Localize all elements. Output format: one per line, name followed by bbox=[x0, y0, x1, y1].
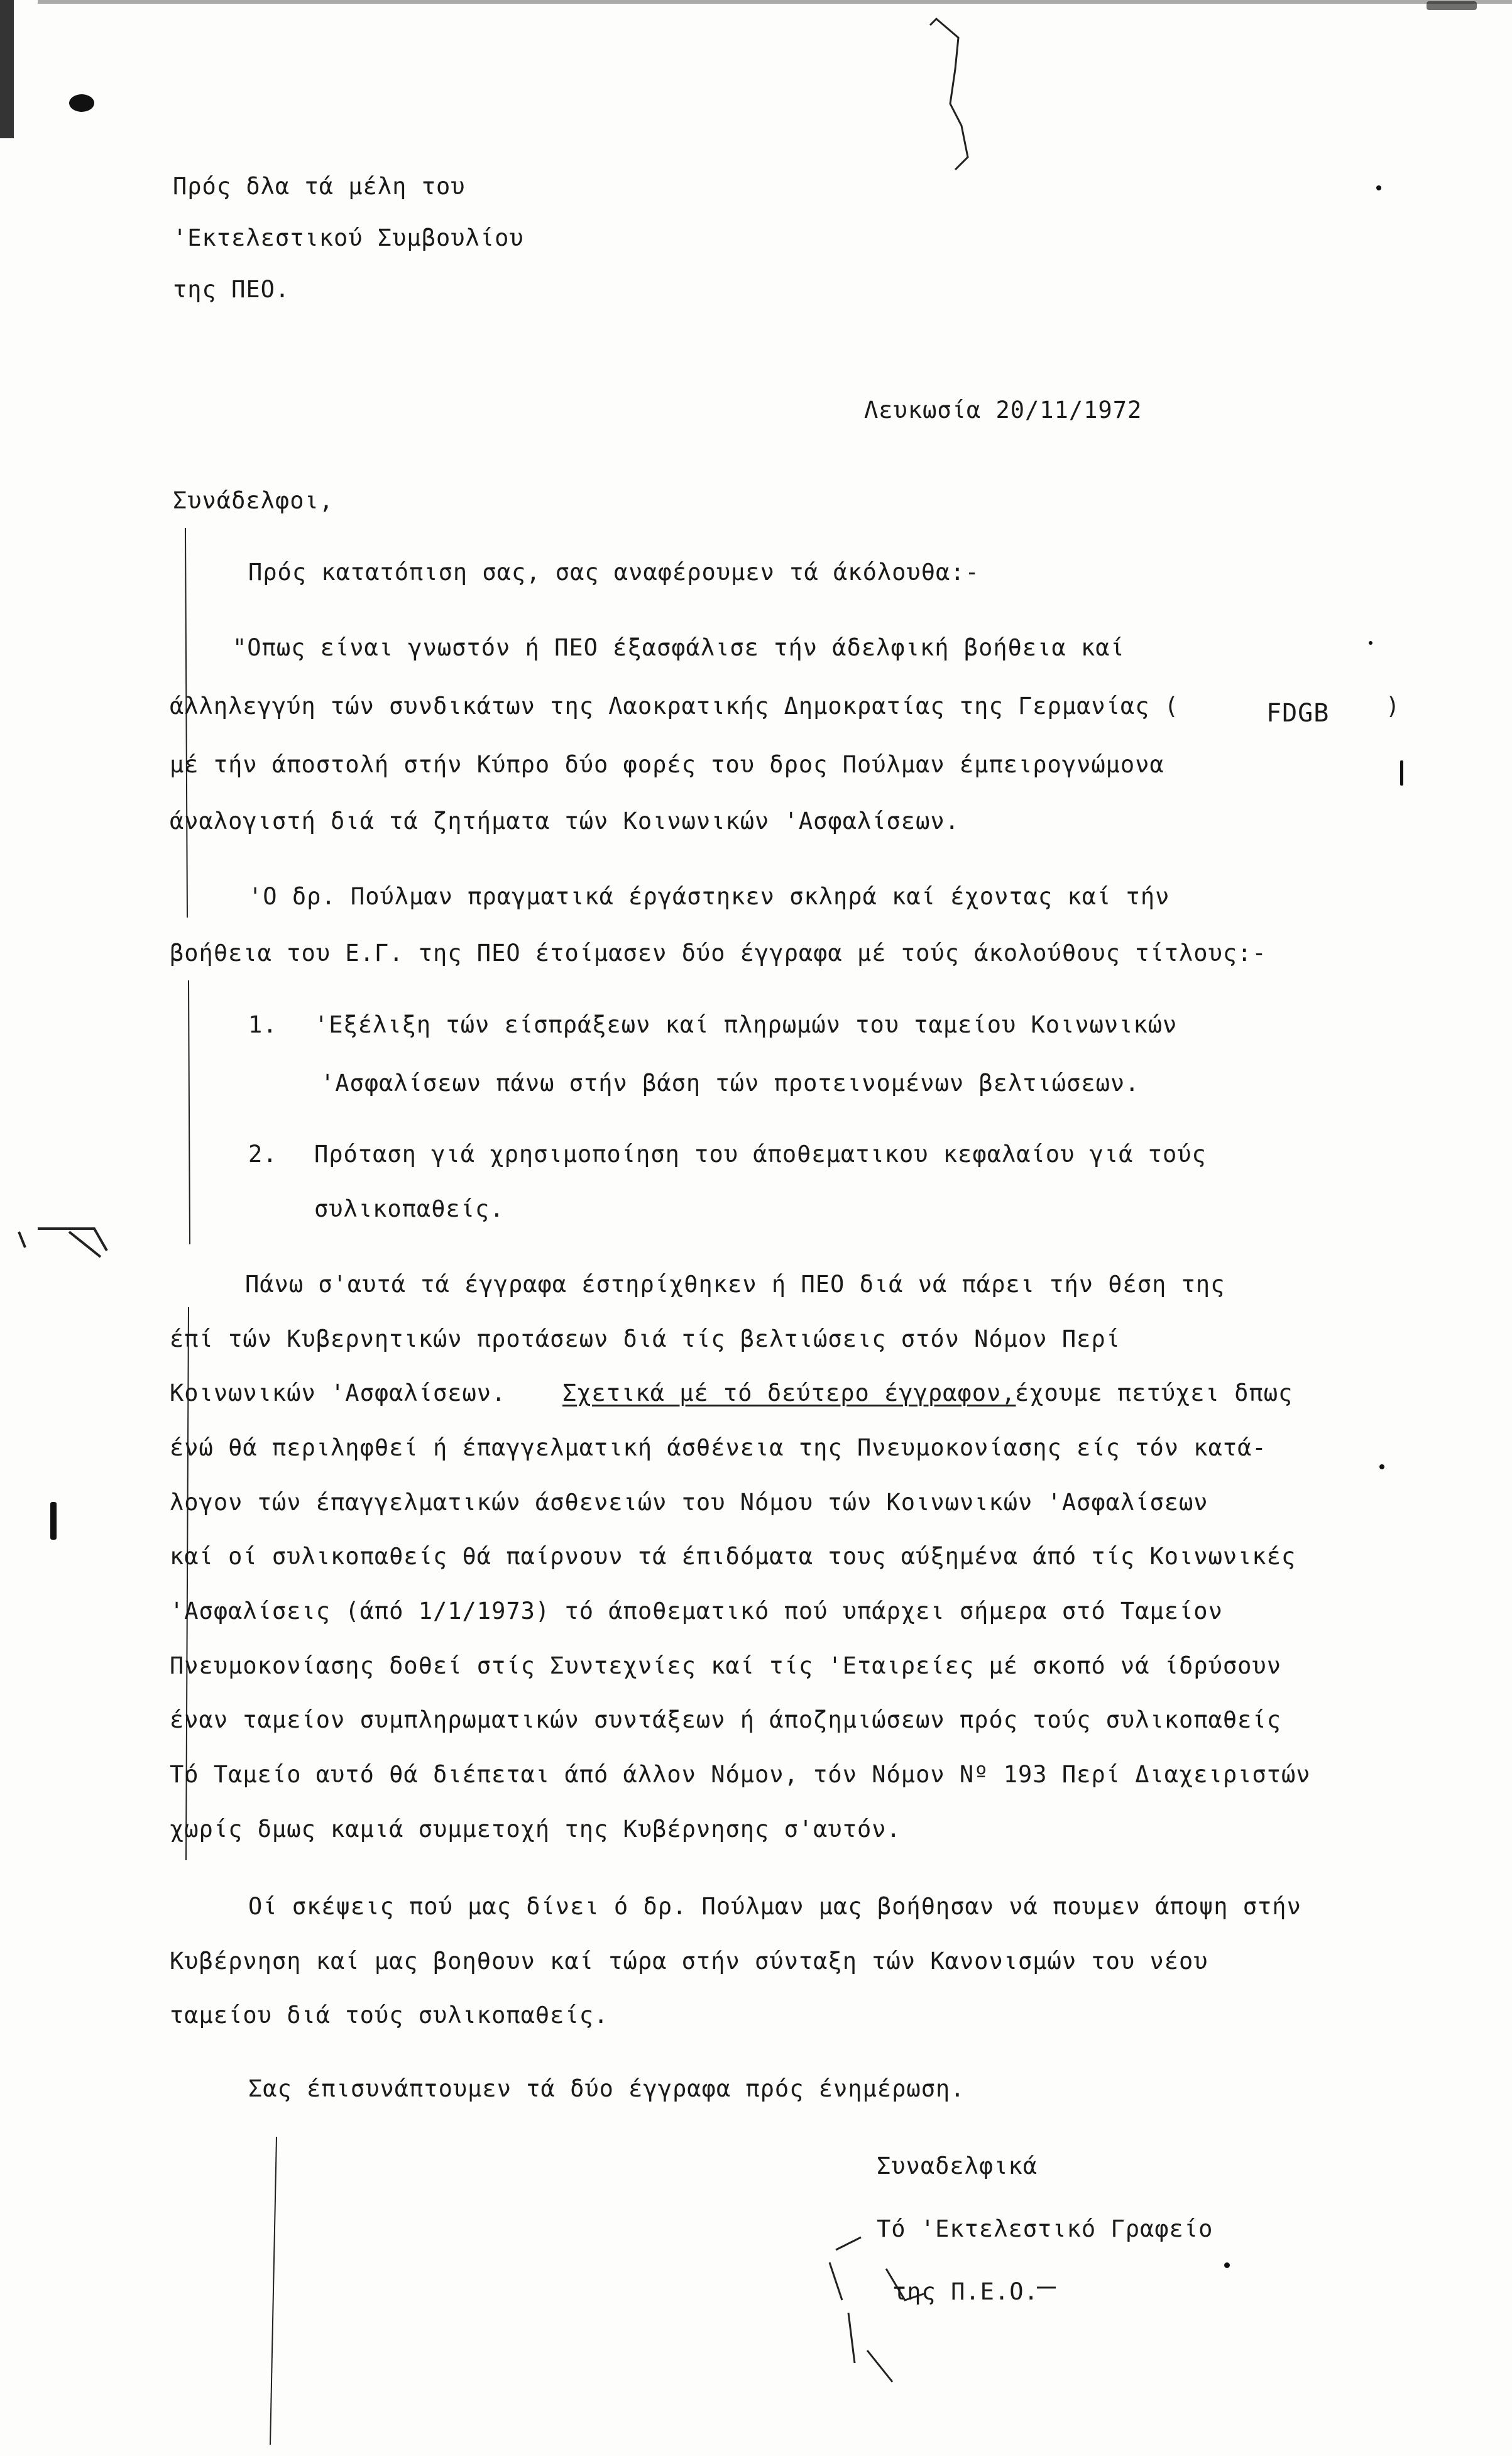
text-line: μέ τήν άποστολή στήν Κύπρο δύο φορές του δρος Πούλμαν έμπειρογνώμονα bbox=[170, 751, 1164, 778]
signature-line: της Π.Ε.Ο. bbox=[892, 2278, 1039, 2305]
enclosure-note: Σας έπισυνάπτουμεν τά δύο έγγραφα πρός ένημέρωση. bbox=[248, 2075, 965, 2102]
salutation: Συνάδελφοι, bbox=[173, 487, 334, 514]
closing: Συναδελφικά bbox=[877, 2152, 1038, 2179]
text-line: Πνευμοκονίασης δοθεί στίς Συντεχνίες καί τίς 'Εταιρείες μέ σκοπό νά ίδρύσουν bbox=[170, 1652, 1281, 1679]
text-line: καί οί συλικοπαθείς θά παίρνουν τά έπιδόματα τους αύξημένα άπό τίς Κοινωνικές bbox=[170, 1543, 1296, 1570]
text-line: ταμείου διά τούς συλικοπαθείς. bbox=[170, 2002, 609, 2029]
recipient-line: 'Εκτελεστικού Συμβουλίου bbox=[173, 224, 524, 251]
place-date: Λευκωσία 20/11/1972 bbox=[864, 397, 1142, 424]
underlined-phrase: Σχετικά μέ τό δεύτερο έγγραφον, bbox=[562, 1379, 1016, 1406]
list-number: 2. bbox=[248, 1141, 278, 1168]
text-line: ένώ θά περιληφθεί ή έπαγγελματική άσθένεια της Πνευμοκονίασης είς τόν κατά- bbox=[170, 1434, 1267, 1461]
recipient-line: της ΠΕΟ. bbox=[173, 276, 290, 303]
list-text: 'Εξέλιξη τών είσπράξεων καί πληρωμών του ταμείου Κοινωνικών bbox=[314, 1011, 1178, 1038]
text-line: έχουμε πετύχει δπως bbox=[1015, 1379, 1293, 1406]
text-line: Κοινωνικών 'Ασφαλίσεων. bbox=[170, 1379, 507, 1406]
text-line: Τό Ταμείο αυτό θά διέπεται άπό άλλον Νόμον, τόν Νόμον Νº 193 Περί Διαχειριστών bbox=[170, 1761, 1311, 1788]
text-line: Πάνω σ'αυτά τά έγγραφα έστηρίχθηκεν ή ΠΕΟ διά νά πάρει τήν θέση της bbox=[245, 1271, 1225, 1298]
recipient-line: Πρός δλα τά μέλη του bbox=[173, 173, 466, 200]
text-line: 'Ο δρ. Πούλμαν πραγματικά έργάστηκεν σκληρά καί έχοντας καί τήν bbox=[248, 883, 1170, 910]
list-text: 'Ασφαλίσεων πάνω στήν βάση τών προτεινομένων βελτιώσεων. bbox=[320, 1070, 1140, 1097]
signature-line: Τό 'Εκτελεστικό Γραφείο bbox=[877, 2215, 1213, 2242]
text-line: άναλογιστή διά τά ζητήματα τών Κοινωνικών 'Ασφαλίσεων. bbox=[170, 808, 960, 835]
list-number: 1. bbox=[248, 1011, 278, 1038]
text-line: έναν ταμείον συμπληρωματικών συντάξεων ή άποζημιώσεων πρός τούς συλικοπαθείς bbox=[170, 1706, 1281, 1733]
text-line: λογον τών έπαγγελματικών άσθενειών του Νόμου τών Κοινωνικών 'Ασφαλίσεων bbox=[170, 1489, 1208, 1516]
intro-paragraph: Πρός κατατόπιση σας, σας αναφέρουμεν τά άκόλουθα:- bbox=[248, 559, 980, 586]
fdgb-abbreviation: FDGB bbox=[1266, 699, 1330, 728]
text-line: χωρίς δμως καμιά συμμετοχή της Κυβέρνησης σ'αυτόν. bbox=[170, 1816, 901, 1843]
text-line: βοήθεια του Ε.Γ. της ΠΕΟ έτοίμασεν δύο έγγραφα μέ τούς άκολούθους τίτλους:- bbox=[170, 940, 1267, 967]
fdgb-close-paren: ) bbox=[1386, 693, 1401, 720]
text-line: άλληλεγγύη τών συνδικάτων της Λαοκρατικής Δημοκρατίας της Γερμανίας ( bbox=[170, 693, 1180, 720]
text-line: Οί σκέψεις πού μας δίνει ό δρ. Πούλμαν μας βοήθησαν νά πουμεν άποψη στήν bbox=[248, 1893, 1301, 1920]
text-line: 'Ασφαλίσεις (άπό 1/1/1973) τό άποθεματικό πού υπάρχει σήμερα στό Ταμείον bbox=[170, 1598, 1223, 1625]
text-line: έπί τών Κυβερνητικών προτάσεων διά τίς βελτιώσεις στόν Νόμον Περί bbox=[170, 1325, 1120, 1352]
text-line: "Οπως είναι γνωστόν ή ΠΕΟ έξασφάλισε τήν άδελφική βοήθεια καί bbox=[233, 634, 1125, 661]
list-text: Πρόταση γιά χρησιμοποίηση του άποθεματικου κεφαλαίου γιά τούς bbox=[314, 1141, 1207, 1168]
list-text: συλικοπαθείς. bbox=[314, 1195, 505, 1222]
text-line: Κυβέρνηση καί μας βοηθουν καί τώρα στήν σύνταξη τών Κανονισμών του νέου bbox=[170, 1948, 1208, 1975]
